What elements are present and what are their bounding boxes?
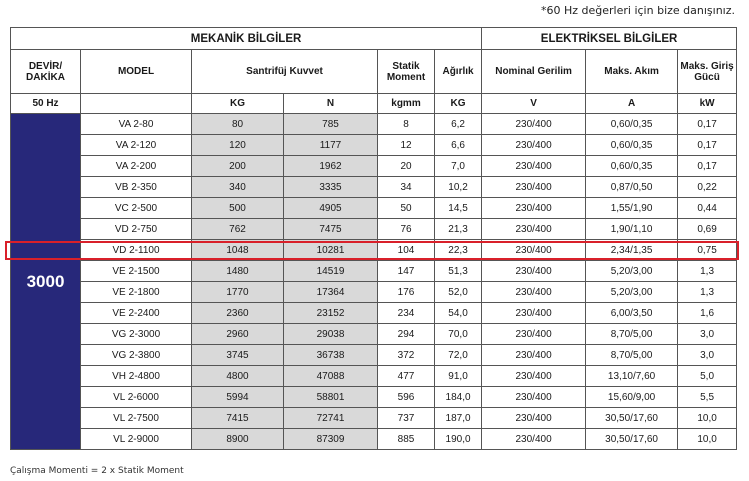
cell-current: 13,10/7,60 [586,366,678,387]
cell-static-moment: 20 [378,156,435,177]
cell-force-n: 36738 [284,345,378,366]
cell-force-kg: 200 [192,156,284,177]
cell-force-kg: 2960 [192,324,284,345]
cell-force-n: 1962 [284,156,378,177]
cell-model: VA 2-80 [81,114,192,135]
cell-current: 1,90/1,10 [586,219,678,240]
column-header-row [11,50,737,94]
cell-power: 10,0 [678,408,737,429]
cell-power: 5,0 [678,366,737,387]
cell-force-kg: 7415 [192,408,284,429]
cell-voltage: 230/400 [482,177,586,198]
unit-kgmm: kgmm [378,94,435,114]
cell-static-moment: 477 [378,366,435,387]
table-row [11,324,737,345]
cell-force-kg: 120 [192,135,284,156]
cell-static-moment: 76 [378,219,435,240]
table-row [11,219,737,240]
cell-model: VA 2-200 [81,156,192,177]
cell-static-moment: 234 [378,303,435,324]
frequency-note: *60 Hz değerleri için bize danışınız. [541,4,735,17]
cell-static-moment: 176 [378,282,435,303]
unit-frequency: 50 Hz [11,94,81,114]
cell-model: VL 2-6000 [81,387,192,408]
cell-weight: 52,0 [435,282,482,303]
cell-current: 30,50/17,60 [586,429,678,450]
cell-model: VD 2-1100 [81,240,192,261]
cell-weight: 6,6 [435,135,482,156]
cell-voltage: 230/400 [482,282,586,303]
header-weight: Ağırlık [435,50,482,94]
cell-weight: 72,0 [435,345,482,366]
table-row [11,408,737,429]
cell-voltage: 230/400 [482,240,586,261]
table-row [11,345,737,366]
cell-force-kg: 762 [192,219,284,240]
cell-force-n: 10281 [284,240,378,261]
cell-model: VE 2-1800 [81,282,192,303]
cell-current: 1,55/1,90 [586,198,678,219]
table-row [11,303,737,324]
cell-model: VE 2-2400 [81,303,192,324]
cell-current: 30,50/17,60 [586,408,678,429]
cell-static-moment: 294 [378,324,435,345]
cell-current: 2,34/1,35 [586,240,678,261]
cell-static-moment: 147 [378,261,435,282]
table-row [11,282,737,303]
cell-force-kg: 80 [192,114,284,135]
cell-static-moment: 8 [378,114,435,135]
header-model: MODEL [81,50,192,94]
cell-current: 6,00/3,50 [586,303,678,324]
unit-kg: KG [192,94,284,114]
cell-force-n: 23152 [284,303,378,324]
cell-force-kg: 1770 [192,282,284,303]
cell-weight: 14,5 [435,198,482,219]
cell-power: 0,17 [678,114,737,135]
electrical-section-title: ELEKTRİKSEL BİLGİLER [482,28,737,50]
cell-static-moment: 885 [378,429,435,450]
cell-static-moment: 596 [378,387,435,408]
cell-weight: 51,3 [435,261,482,282]
cell-model: VG 2-3800 [81,345,192,366]
cell-model: VE 2-1500 [81,261,192,282]
cell-model: VL 2-7500 [81,408,192,429]
cell-voltage: 230/400 [482,114,586,135]
cell-power: 0,44 [678,198,737,219]
cell-voltage: 230/400 [482,345,586,366]
cell-weight: 6,2 [435,114,482,135]
cell-force-n: 14519 [284,261,378,282]
cell-force-n: 47088 [284,366,378,387]
cell-force-kg: 3745 [192,345,284,366]
table-row [11,156,737,177]
cell-static-moment: 34 [378,177,435,198]
rpm-value-cell: 3000 [11,114,81,450]
cell-force-n: 4905 [284,198,378,219]
cell-model: VB 2-350 [81,177,192,198]
cell-power: 0,22 [678,177,737,198]
header-static-moment: Statik Moment [378,50,435,94]
unit-kw: kW [678,94,737,114]
cell-power: 5,5 [678,387,737,408]
cell-model: VC 2-500 [81,198,192,219]
unit-row [11,94,737,114]
cell-weight: 22,3 [435,240,482,261]
cell-force-kg: 1048 [192,240,284,261]
table-row [11,366,737,387]
table-row [11,240,737,261]
cell-model: VG 2-3000 [81,324,192,345]
cell-power: 0,69 [678,219,737,240]
table-row [11,177,737,198]
cell-static-moment: 372 [378,345,435,366]
cell-static-moment: 104 [378,240,435,261]
cell-weight: 7,0 [435,156,482,177]
table-row [11,114,737,135]
cell-power: 3,0 [678,324,737,345]
cell-current: 0,60/0,35 [586,114,678,135]
cell-voltage: 230/400 [482,198,586,219]
cell-static-moment: 50 [378,198,435,219]
unit-ampere: A [586,94,678,114]
cell-model: VA 2-120 [81,135,192,156]
cell-current: 5,20/3,00 [586,261,678,282]
cell-power: 10,0 [678,429,737,450]
cell-force-n: 87309 [284,429,378,450]
cell-voltage: 230/400 [482,324,586,345]
cell-weight: 10,2 [435,177,482,198]
cell-force-kg: 8900 [192,429,284,450]
cell-current: 5,20/3,00 [586,282,678,303]
unit-newton: N [284,94,378,114]
unit-weight-kg: KG [435,94,482,114]
table-row [11,429,737,450]
cell-power: 0,17 [678,156,737,177]
unit-model [81,94,192,114]
cell-voltage: 230/400 [482,219,586,240]
cell-current: 0,60/0,35 [586,135,678,156]
cell-force-kg: 500 [192,198,284,219]
cell-power: 1,3 [678,261,737,282]
cell-weight: 70,0 [435,324,482,345]
table-row [11,261,737,282]
cell-force-kg: 1480 [192,261,284,282]
cell-weight: 54,0 [435,303,482,324]
cell-model: VD 2-750 [81,219,192,240]
cell-power: 3,0 [678,345,737,366]
cell-force-kg: 4800 [192,366,284,387]
cell-voltage: 230/400 [482,261,586,282]
cell-force-kg: 340 [192,177,284,198]
header-max-current: Maks. Akım [586,50,678,94]
cell-voltage: 230/400 [482,135,586,156]
vibrator-spec-table [10,27,737,450]
header-centrifugal-force: Santrifüj Kuvvet [192,50,378,94]
cell-current: 0,87/0,50 [586,177,678,198]
cell-weight: 21,3 [435,219,482,240]
unit-volt: V [482,94,586,114]
spec-table-body [11,114,737,450]
cell-voltage: 230/400 [482,387,586,408]
cell-voltage: 230/400 [482,429,586,450]
cell-current: 8,70/5,00 [586,345,678,366]
cell-force-n: 3335 [284,177,378,198]
cell-power: 1,3 [678,282,737,303]
cell-current: 15,60/9,00 [586,387,678,408]
table-row [11,135,737,156]
cell-weight: 187,0 [435,408,482,429]
cell-model: VL 2-9000 [81,429,192,450]
cell-voltage: 230/400 [482,303,586,324]
cell-current: 0,60/0,35 [586,156,678,177]
header-devir: DEVİR/ DAKİKA [11,50,81,94]
table-row [11,387,737,408]
section-header-row [11,28,737,50]
header-max-power: Maks. Giriş Gücü [678,50,737,94]
cell-force-n: 17364 [284,282,378,303]
cell-power: 1,6 [678,303,737,324]
cell-force-kg: 5994 [192,387,284,408]
cell-weight: 190,0 [435,429,482,450]
cell-power: 0,17 [678,135,737,156]
cell-weight: 184,0 [435,387,482,408]
cell-force-n: 29038 [284,324,378,345]
cell-force-n: 785 [284,114,378,135]
cell-power: 0,75 [678,240,737,261]
cell-static-moment: 737 [378,408,435,429]
cell-current: 8,70/5,00 [586,324,678,345]
cell-force-n: 1177 [284,135,378,156]
header-nominal-voltage: Nominal Gerilim [482,50,586,94]
cell-weight: 91,0 [435,366,482,387]
table-row [11,198,737,219]
cell-voltage: 230/400 [482,408,586,429]
cell-force-kg: 2360 [192,303,284,324]
cell-force-n: 7475 [284,219,378,240]
moment-note: Çalışma Momenti = 2 x Statik Moment [10,466,184,476]
cell-force-n: 58801 [284,387,378,408]
cell-voltage: 230/400 [482,156,586,177]
mechanical-section-title: MEKANİK BİLGİLER [11,28,482,50]
cell-model: VH 2-4800 [81,366,192,387]
cell-force-n: 72741 [284,408,378,429]
cell-static-moment: 12 [378,135,435,156]
cell-voltage: 230/400 [482,366,586,387]
